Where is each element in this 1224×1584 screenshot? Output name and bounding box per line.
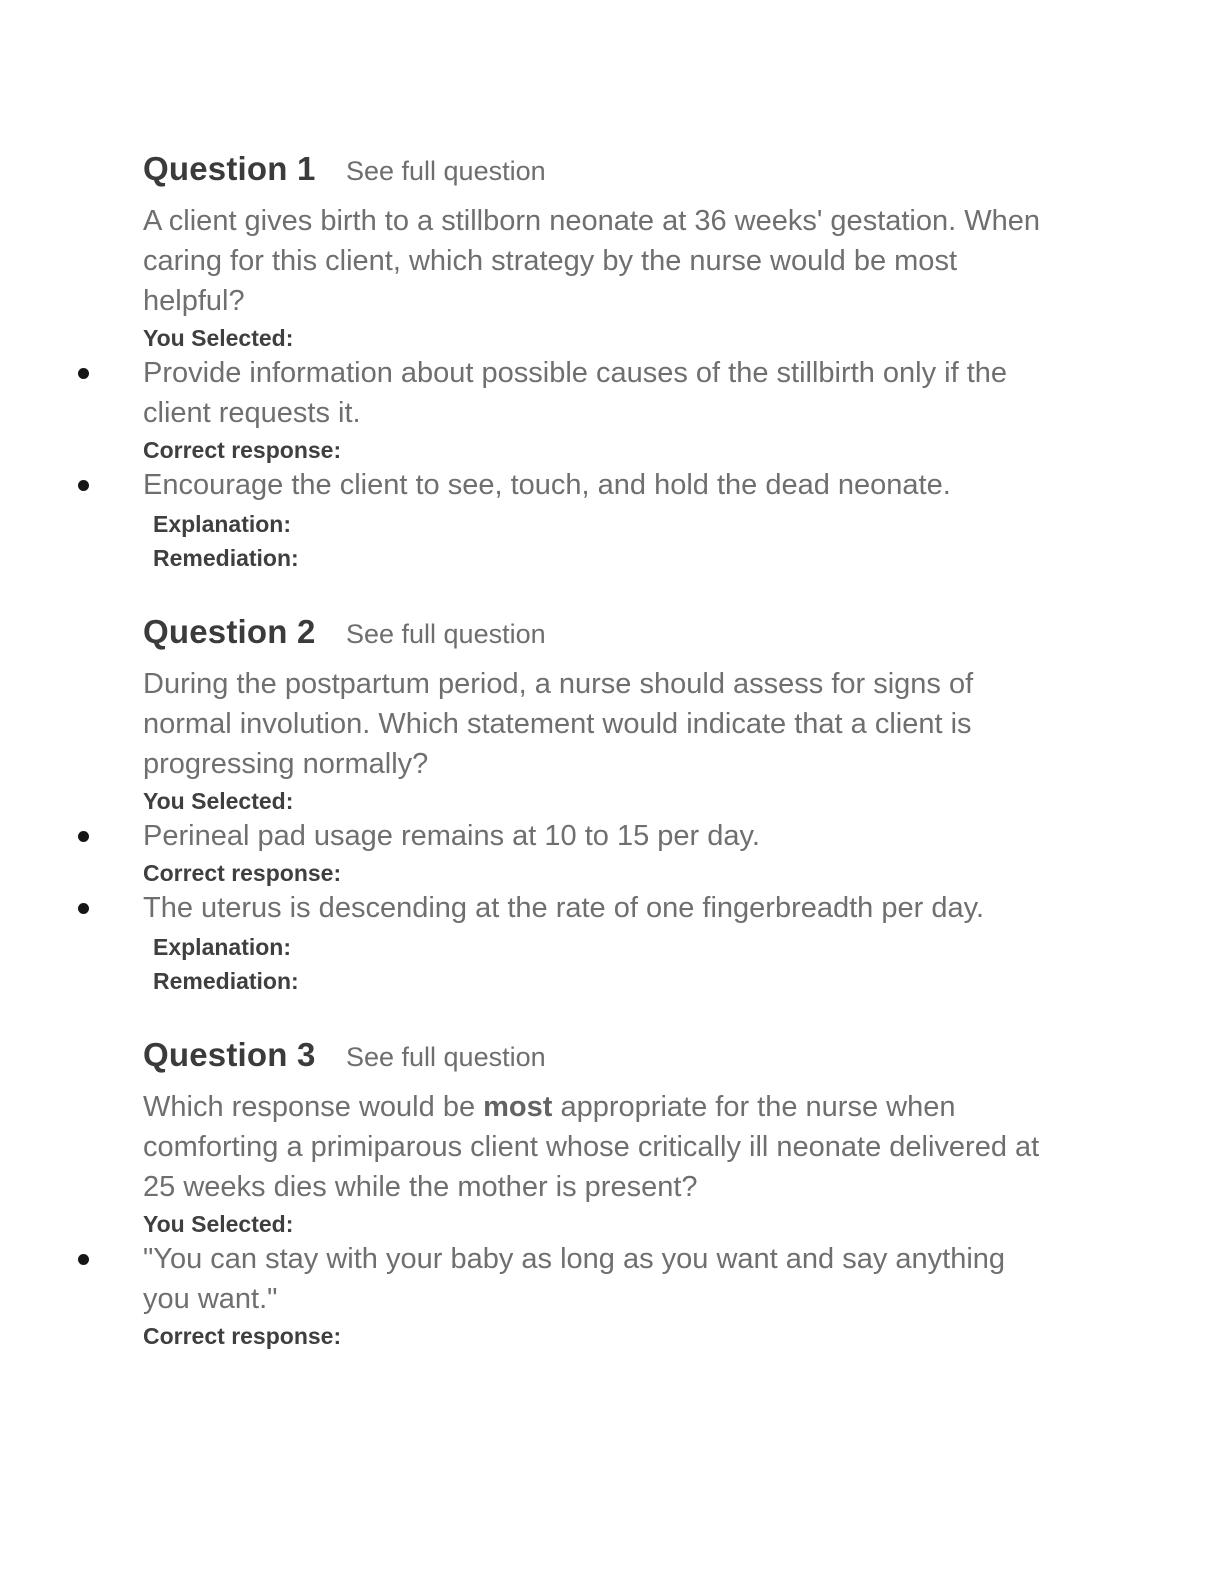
question-text-segment: Which response would be (143, 1091, 484, 1123)
bullet-icon (78, 1254, 89, 1265)
selected-answer-text: "You can stay with your baby as long as you want and say anything you want." (143, 1243, 1006, 1315)
selected-answer-text: Perineal pad usage remains at 10 to 15 per day. (143, 820, 760, 852)
correct-answer-item (143, 465, 1048, 505)
explanation-label: Explanation: (153, 934, 292, 960)
see-full-question-link[interactable]: See full question (345, 1042, 546, 1072)
you-selected-label: You Selected: (143, 788, 294, 814)
you-selected-label: You Selected: (143, 1211, 294, 1237)
selected-answer-item (143, 1239, 1048, 1319)
question-block-1 (143, 148, 1048, 573)
you-selected-label: You Selected: (143, 325, 294, 351)
see-full-question-link[interactable]: See full question (345, 619, 546, 649)
question-title: Question 3 (143, 1036, 316, 1073)
question-title: Question 2 (143, 613, 316, 650)
correct-answer-text: Encourage the client to see, touch, and hold the dead neonate. (143, 469, 951, 501)
question-text-segment: A client gives birth to a stillborn neonate at 36 weeks' gestation. When caring for this client, which strategy by the nurse would be most helpful? (143, 205, 1041, 317)
bullet-icon (78, 480, 89, 491)
question-text-segment: During the postpartum period, a nurse should assess for signs of normal involution. Which statement would indicate that a client is progressing normally? (143, 668, 974, 780)
explanation-label: Explanation: (153, 511, 292, 537)
question-title: Question 1 (143, 150, 316, 187)
correct-answer-text: The uterus is descending at the rate of one fingerbreadth per day. (143, 892, 984, 924)
selected-answer-item (143, 353, 1048, 433)
see-full-question-link[interactable]: See full question (345, 156, 546, 186)
question-text-bold-segment: most (483, 1091, 553, 1123)
question-text (143, 1087, 1048, 1207)
correct-answer-item (143, 888, 1048, 928)
question-text (143, 201, 1048, 321)
question-block-3 (143, 1034, 1048, 1351)
bullet-icon (78, 903, 89, 914)
bullet-icon (78, 368, 89, 379)
question-heading (143, 611, 1048, 660)
selected-answer-item (143, 816, 1048, 856)
question-heading (143, 1034, 1048, 1083)
selected-answer-text: Provide information about possible causes of the stillbirth only if the client requests it. (143, 357, 1008, 429)
question-heading (143, 148, 1048, 197)
question-text-segment: appropriate for the nurse when comforting a primiparous client whose critically ill neonate delivered at 25 weeks dies while the mother is present? (143, 1091, 1040, 1203)
correct-response-label: Correct response: (143, 437, 342, 463)
bullet-icon (78, 831, 89, 842)
question-text (143, 664, 1048, 784)
correct-response-label: Correct response: (143, 1323, 342, 1349)
question-block-2 (143, 611, 1048, 996)
correct-response-label: Correct response: (143, 860, 342, 886)
remediation-label: Remediation: (153, 545, 299, 571)
remediation-label: Remediation: (153, 968, 299, 994)
